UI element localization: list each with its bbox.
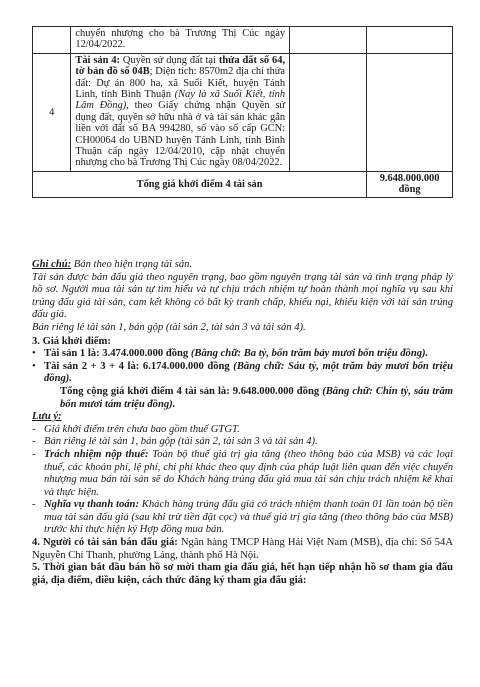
table-cell-empty [290, 27, 367, 54]
address-note: (Nay là xã Suối Kiết, tỉnh Lâm Đồng) [75, 89, 286, 112]
caution-label: Lưu ý: [32, 411, 62, 423]
parcel-number: thửa đất số 64, tờ bản đồ số 04B [75, 54, 286, 78]
caution-item: - Bán riêng lẻ tài sản 1, bán gộp (tài sản 2, tài sản 3 và tài sản 4). [32, 436, 318, 448]
table-cell-number: 4 [33, 53, 71, 171]
bullet-icon: • [32, 360, 36, 372]
owner-line: 4. Người có tài sản bán đấu giá: Ngân hàng TMCP Hàng Hải Việt Nam (MSB), địa chỉ: Số 54A Nguyễn Chí Thanh, phường Láng, thành phố Hà Nội. [32, 537, 454, 561]
price-total: Tổng cộng giá khởi điểm 4 tài sản là: 9.648.000.000 đồng (Bằng chữ: Chín tỷ, sáu trăm bốn mươi tám triệu đồng). [60, 385, 453, 410]
table-cell-empty [367, 27, 453, 54]
table-cell-number [33, 27, 71, 54]
note-label: Ghi chú: [32, 259, 72, 270]
note-paragraph: Tài sản được bán đấu giá theo nguyên trạng, bao gồm nguyên trạng tài sản và tình trạng pháp lý hồ sơ. Người mua tài sản tự tìm hiểu và tự chịu trách nhiệm tự hoàn thành mọi nghĩa vụ sau khi trúng đấu giá tài sản, cam kết không có bất kỳ tranh chấp, khiếu nại, khiếu kiện với tài sản trúng đấu giá. [32, 271, 453, 321]
caution-item: - Trách nhiệm nộp thuế: Toàn bộ thuế giá trị gia tăng (theo thông báo của MSB) và các loại thuế, các khoản phí, lệ phí, chi phí khác theo quy định của pháp luật liên quan đến việc chuyển nhượng mua bán tài sản sẽ do Khách hàng trúng đấu giá mua tài sản chịu trách nhiệm kê khai và thực hiện. [32, 448, 453, 498]
total-value: 9.648.000.000 đồng [367, 171, 453, 197]
total-label: Tổng giá khởi điểm 4 tài sản [33, 171, 367, 197]
dash-icon: - [32, 436, 36, 448]
asset-table [32, 26, 453, 198]
section-heading: 4. Người có tài sản bán đấu giá: [32, 537, 178, 549]
asset-4-label: Tài sản 4: [75, 54, 120, 66]
table-cell-description: Tài sản 4: Quyền sử dụng đất tại thửa đất số 64, tờ bản đồ số 04B; Diện tích: 8570m2 địa chỉ thửa đất: Dự án 800 ha, xã Suối Kiết, huyện Tánh Linh, tỉnh Bình Thuận (Nay là xã Suối Kiết, tỉnh Lâm Đồng), theo Giấy chứng nhận Quyền sử dụng đất, quyền sở hữu nhà ở và tài sản khác gắn liền với đất số BA 994280, số vào sổ cấp GCN: CH00064 do UBND huyện Tánh Linh, tỉnh Bình Thuận cấp ngày 12/04/2010, cập nhật chuyển nhượng cho bà Trương Thị Cúc ngày 08/04/2022. [71, 53, 290, 171]
document-body [32, 259, 453, 587]
caution-item: - Giá khởi điểm trên chưa bao gồm thuế GTGT. [32, 423, 240, 435]
dash-icon: - [32, 499, 36, 511]
table-total-row [33, 171, 453, 197]
table-cell-empty [367, 53, 453, 171]
dash-icon: - [32, 423, 36, 435]
table-row [33, 27, 453, 54]
caution-item: - Nghĩa vụ thanh toán: Khách hàng trúng đấu giá có trách nhiệm thanh toán 01 lần toàn bộ tiền mua tài sản đấu giá (sau khi trừ tiền đặt cọc) và thuế giá trị gia tăng (theo thông báo của MSB) trước khi thực hiện ký Hợp đồng mua bán. [32, 499, 453, 536]
note-paragraph: Bán riêng lẻ tài sản 1, bán gộp (tài sản 2, tài sản 3 và tài sản 4). [32, 321, 306, 333]
section-heading: 5. Thời gian bắt đầu bán hồ sơ mời tham gia đấu giá, hết hạn tiếp nhận hồ sơ tham gia đấu giá, địa điểm, điều kiện, cách thức đăng ký tham gia đấu giá: [32, 562, 453, 586]
table-cell-description: chuyển nhượng cho bà Trương Thị Cúc ngày 12/04/2022. [71, 27, 290, 54]
table-cell-empty [290, 53, 367, 171]
price-item: • Tài sản 1 là: 3.474.000.000 đồng (Bằng chữ: Ba tỷ, bốn trăm bảy mươi bốn triệu đồng). [32, 348, 429, 360]
dash-icon: - [32, 448, 36, 460]
price-item: • Tài sản 2 + 3 + 4 là: 6.174.000.000 đồng (Bằng chữ: Sáu tỷ, một trăm bảy mươi bốn triệu đồng). [32, 360, 453, 385]
table-row [33, 53, 453, 171]
bullet-icon: • [32, 348, 36, 360]
section-heading: 3. Giá khởi điểm: [32, 335, 111, 347]
note-line: Ghi chú: Bán theo hiện trạng tài sản. [32, 259, 193, 270]
